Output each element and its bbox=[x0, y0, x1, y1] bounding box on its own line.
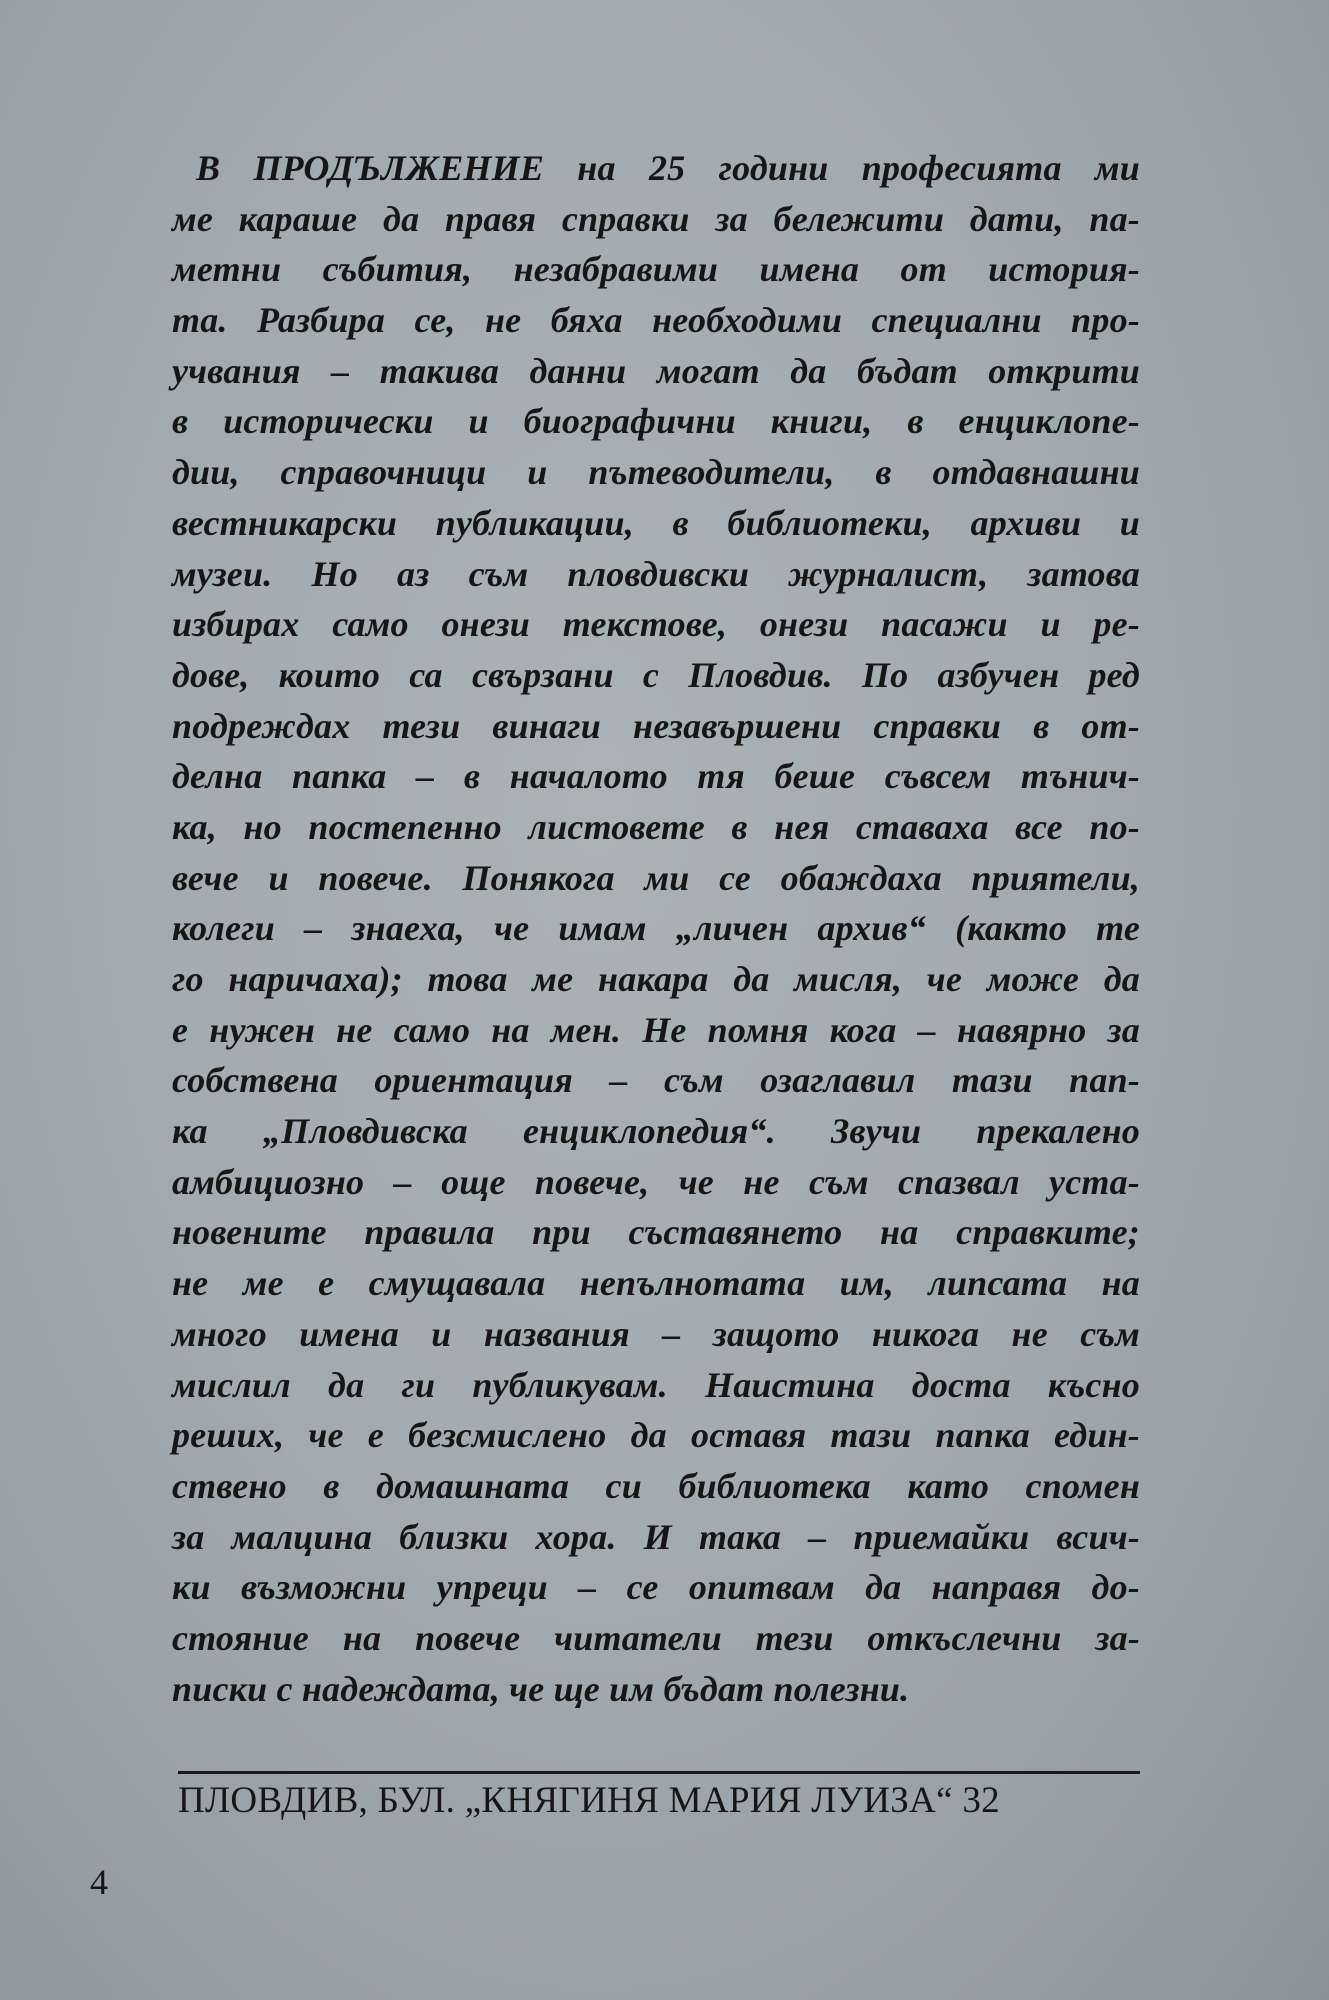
text-line: стояние на повече читатели тези откъслечни за- bbox=[172, 1617, 1140, 1658]
text-line: е нужен не само на мен. Не помня кога – навярно за bbox=[172, 1009, 1140, 1050]
text-line: го наричаха); това ме накара да мисля, че може да bbox=[172, 959, 1140, 999]
text-line: дии, справочници и пътеводители, в отдавнашни bbox=[172, 452, 1140, 493]
text-line: за малцина близки хора. И така – приемайки всич- bbox=[172, 1516, 1140, 1557]
text-line: писки с надеждата, че ще им бъдат полезни. bbox=[172, 1668, 910, 1709]
text-line: много имена и названия – защото никога не съм bbox=[172, 1313, 1140, 1354]
text-line: музеи. Но аз съм пловдивски журналист, затова bbox=[172, 553, 1140, 594]
text-line: в исторически и биографични книги, в енциклопе- bbox=[172, 401, 1140, 442]
text-line: мислил да ги публикувам. Наистина доста късно bbox=[172, 1364, 1140, 1405]
text-line: подреждах тези винаги незавършени справки в от- bbox=[172, 705, 1140, 746]
text-line: В ПРОДЪЛЖЕНИЕ на 25 години професията ми bbox=[196, 148, 1140, 188]
text-line: ки възможни упреци – се опитвам да направя до- bbox=[172, 1567, 1140, 1608]
text-line: избирах само онези текстове, онези пасажи и ре- bbox=[172, 604, 1140, 645]
page-number: 4 bbox=[90, 1862, 108, 1902]
text-line: метни събития, незабравими имена от история- bbox=[172, 249, 1140, 290]
text-line: собствена ориентация – съм озаглавил тази пап- bbox=[172, 1060, 1140, 1101]
text-line: та. Разбира се, не бяха необходими специални про- bbox=[172, 300, 1140, 341]
text-line: не ме е смущавала непълнотата им, липсата на bbox=[172, 1263, 1140, 1304]
text-line: ка „Пловдивска енциклопедия“. Звучи прекалено bbox=[172, 1111, 1140, 1152]
text-line: дове, които са свързани с Пловдив. По азбучен ред bbox=[172, 654, 1140, 695]
text-line: ствено в домашната си библиотека като спомен bbox=[172, 1465, 1140, 1506]
text-line: вестникарски публикации, в библиотеки, архиви и bbox=[172, 502, 1140, 543]
text-line: амбициозно – още повече, че не съм спазвал уста- bbox=[172, 1161, 1140, 1202]
footer-divider bbox=[178, 1771, 1140, 1774]
text-line: делна папка – в началото тя беше съвсем тънич- bbox=[172, 756, 1140, 797]
body-paragraph bbox=[172, 143, 1140, 1714]
text-line: колеги – знаеха, че имам „личен архив“ (както те bbox=[172, 908, 1140, 949]
footer-address: ПЛОВДИВ, БУЛ. „КНЯГИНЯ МАРИЯ ЛУИЗА“ 32 bbox=[178, 1780, 1000, 1821]
text-line: ка, но постепенно листовете в нея ставаха все по- bbox=[172, 806, 1140, 847]
text-line: вече и повече. Понякога ми се обаждаха приятели, bbox=[172, 857, 1140, 898]
text-line: ме караше да правя справки за бележити дати, па- bbox=[172, 198, 1140, 239]
text-line: реших, че е безсмислено да оставя тази папка един- bbox=[172, 1415, 1140, 1456]
text-line: учвания – такива данни могат да бъдат открити bbox=[172, 350, 1140, 391]
text-line: новените правила при съставянето на справките; bbox=[172, 1212, 1140, 1253]
